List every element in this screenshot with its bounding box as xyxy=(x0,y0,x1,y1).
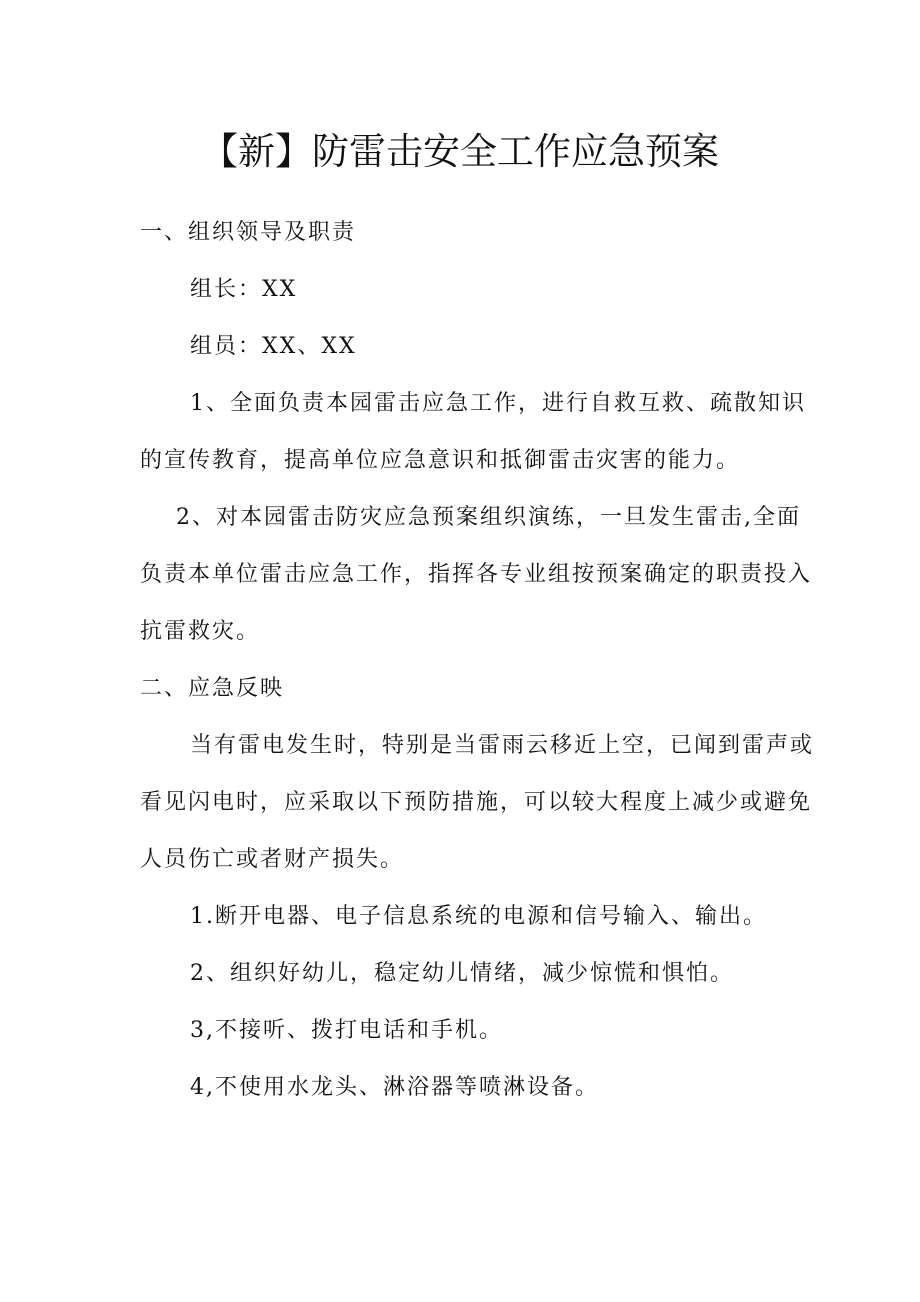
paragraph-line: 的宣传教育，提高单位应急意识和抵御雷击灾害的能力。 xyxy=(140,448,741,473)
paragraph-line: 1、全面负责本园雷击应急工作，进行自救互救、疏散知识 xyxy=(190,391,806,416)
team-leader-line: 组长：XX xyxy=(190,277,298,302)
paragraph-line: 2、对本园雷击防灾应急预案组织演练，一旦发生雷击,全面 xyxy=(176,505,801,530)
list-item: 4,不使用水龙头、淋浴器等喷淋设备。 xyxy=(190,1075,599,1100)
section-heading-response: 二、应急反映 xyxy=(140,676,285,701)
team-members-line: 组员：XX、XX xyxy=(190,334,357,359)
list-item: 1.断开电器、电子信息系统的电源和信号输入、输出。 xyxy=(190,904,767,929)
list-item: 3,不接听、拨打电话和手机。 xyxy=(190,1018,503,1043)
paragraph-line: 人员伤亡或者财产损失。 xyxy=(140,847,405,872)
list-item: 2、组织好幼儿，稳定幼儿情绪，减少惊慌和惧怕。 xyxy=(190,961,734,986)
paragraph-line: 抗雷救灾。 xyxy=(140,619,261,644)
paragraph-line: 负责本单位雷击应急工作，指挥各专业组按预案确定的职责投入 xyxy=(140,562,813,587)
paragraph-line: 看见闪电时，应采取以下预防措施，可以较大程度上减少或避免 xyxy=(140,790,813,815)
section-heading-organization: 一、组织领导及职责 xyxy=(140,220,357,245)
document-title: 【新】防雷击安全工作应急预案 xyxy=(201,130,719,173)
paragraph-line: 当有雷电发生时，特别是当雷雨云移近上空，已闻到雷声或 xyxy=(190,733,815,758)
